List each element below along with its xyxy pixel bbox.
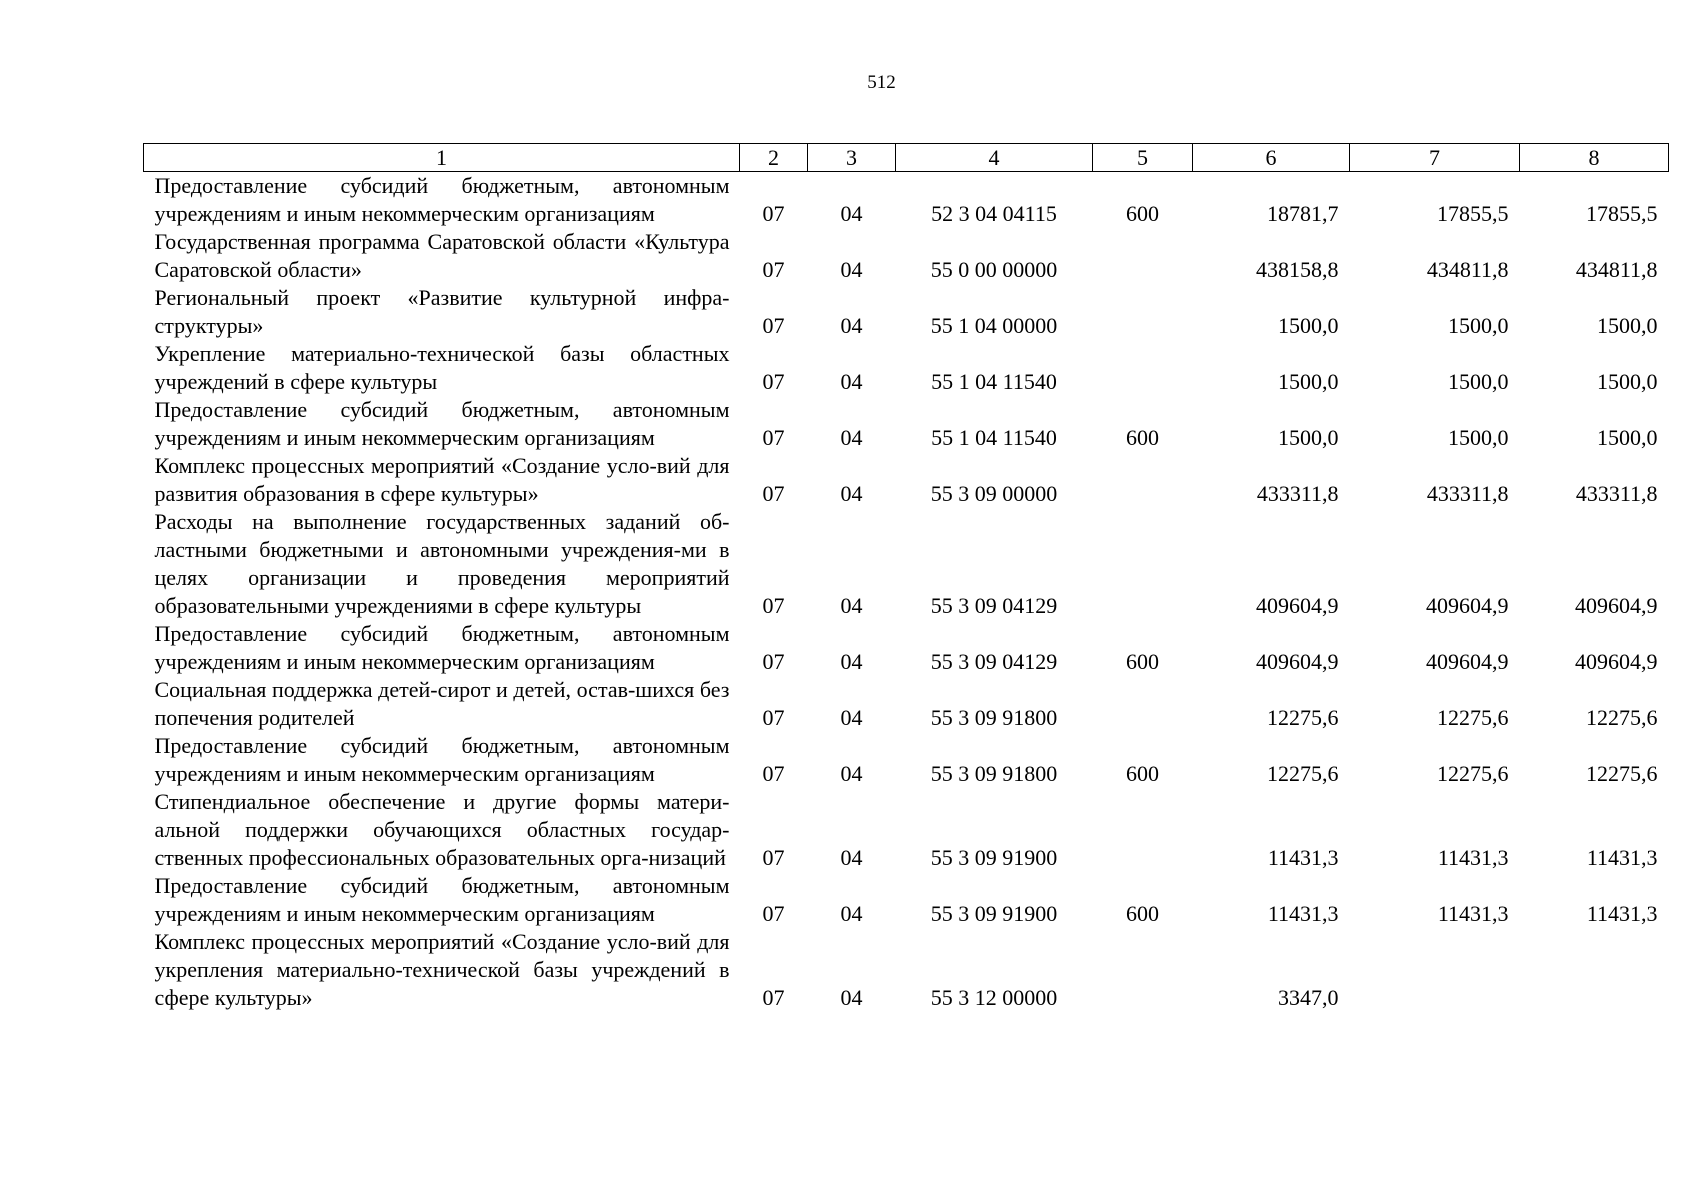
row-amount-col7: 11431,3 <box>1437 845 1509 870</box>
row-expense-type <box>1093 508 1193 620</box>
table-row <box>144 340 1669 396</box>
row-target-code: 55 3 09 04129 <box>930 593 1058 618</box>
row-name: Предоставление субсидий бюджетным, автономным учреждениям и иным некоммерческим организациям <box>154 733 730 786</box>
table-row <box>144 452 1669 508</box>
row-amount-col8: 409604,9 <box>1575 593 1658 618</box>
row-amount-col8: 409604,9 <box>1575 649 1658 674</box>
row-expense-type: 600 <box>1126 201 1159 226</box>
header-col-3: 3 <box>808 144 896 172</box>
table-row <box>144 396 1669 452</box>
row-amount-col6: 3347,0 <box>1278 985 1339 1010</box>
header-row <box>144 144 1669 172</box>
row-amount-col8: 1500,0 <box>1597 369 1658 394</box>
row-name: Государственная программа Саратовской области «Культура Саратовской области» <box>154 229 730 282</box>
row-amount-col7: 1500,0 <box>1448 369 1509 394</box>
row-amount-col6: 438158,8 <box>1256 257 1339 282</box>
row-target-code: 55 3 09 00000 <box>930 481 1058 506</box>
row-section: 07 <box>762 201 785 226</box>
row-amount-col7: 433311,8 <box>1426 481 1509 506</box>
row-subsection: 04 <box>840 257 863 282</box>
row-target-code: 55 3 09 91900 <box>930 845 1058 870</box>
row-amount-col6: 12275,6 <box>1267 761 1339 786</box>
row-expense-type: 600 <box>1126 761 1159 786</box>
row-expense-type: 600 <box>1126 425 1159 450</box>
page-number: 512 <box>867 72 896 93</box>
row-name: Предоставление субсидий бюджетным, автономным учреждениям и иным некоммерческим организациям <box>154 173 730 226</box>
row-amount-col6: 11431,3 <box>1267 845 1339 870</box>
row-amount-col8: 434811,8 <box>1575 257 1658 282</box>
row-subsection: 04 <box>840 593 863 618</box>
row-amount-col8 <box>1520 928 1669 1012</box>
row-amount-col7: 17855,5 <box>1437 201 1509 226</box>
row-amount-col8: 11431,3 <box>1586 845 1658 870</box>
row-name: Региональный проект «Развитие культурной инфра-структуры» <box>154 285 730 338</box>
row-amount-col8: 1500,0 <box>1597 425 1658 450</box>
row-section: 07 <box>762 705 785 730</box>
table-row <box>144 284 1669 340</box>
header-col-4: 4 <box>896 144 1093 172</box>
row-section: 07 <box>762 593 785 618</box>
row-amount-col7: 12275,6 <box>1437 705 1509 730</box>
header-col-1: 1 <box>144 144 740 172</box>
table-row <box>144 676 1669 732</box>
row-target-code: 55 1 04 00000 <box>930 313 1058 338</box>
row-amount-col6: 409604,9 <box>1256 649 1339 674</box>
header-col-8: 8 <box>1520 144 1669 172</box>
row-subsection: 04 <box>840 705 863 730</box>
row-amount-col8: 11431,3 <box>1586 901 1658 926</box>
table-row <box>144 172 1669 229</box>
row-amount-col7: 1500,0 <box>1448 313 1509 338</box>
row-expense-type: 600 <box>1126 901 1159 926</box>
row-target-code: 55 1 04 11540 <box>931 425 1057 450</box>
row-amount-col6: 18781,7 <box>1267 201 1339 226</box>
header-col-2: 2 <box>740 144 808 172</box>
row-target-code: 55 3 09 04129 <box>930 649 1058 674</box>
table-row <box>144 228 1669 284</box>
row-subsection: 04 <box>840 369 863 394</box>
table-row <box>144 928 1669 1012</box>
row-section: 07 <box>762 481 785 506</box>
row-section: 07 <box>762 425 785 450</box>
row-amount-col6: 11431,3 <box>1267 901 1339 926</box>
row-amount-col7: 12275,6 <box>1437 761 1509 786</box>
row-subsection: 04 <box>840 425 863 450</box>
row-subsection: 04 <box>840 761 863 786</box>
row-target-code: 55 1 04 11540 <box>931 369 1057 394</box>
row-amount-col6: 1500,0 <box>1278 313 1339 338</box>
row-expense-type <box>1093 228 1193 284</box>
row-amount-col7: 409604,9 <box>1426 593 1509 618</box>
row-amount-col8: 433311,8 <box>1575 481 1658 506</box>
row-section: 07 <box>762 649 785 674</box>
row-name: Укрепление материально-технической базы областных учреждений в сфере культуры <box>154 341 730 394</box>
row-target-code: 55 3 09 91800 <box>930 705 1058 730</box>
header-col-5: 5 <box>1093 144 1193 172</box>
row-expense-type <box>1093 928 1193 1012</box>
row-amount-col7: 1500,0 <box>1448 425 1509 450</box>
row-target-code: 55 3 12 00000 <box>930 985 1058 1010</box>
row-section: 07 <box>762 761 785 786</box>
table-row <box>144 508 1669 620</box>
table-row <box>144 872 1669 928</box>
row-subsection: 04 <box>840 313 863 338</box>
table-row <box>144 620 1669 676</box>
row-subsection: 04 <box>840 481 863 506</box>
row-expense-type: 600 <box>1126 649 1159 674</box>
row-expense-type <box>1093 340 1193 396</box>
row-amount-col7: 434811,8 <box>1426 257 1509 282</box>
row-amount-col6: 12275,6 <box>1267 705 1339 730</box>
row-section: 07 <box>762 369 785 394</box>
row-section: 07 <box>762 901 785 926</box>
table-row <box>144 788 1669 872</box>
header-col-7: 7 <box>1350 144 1520 172</box>
row-amount-col7 <box>1350 928 1520 1012</box>
row-name: Социальная поддержка детей-сирот и детей, остав-шихся без попечения родителей <box>154 677 730 730</box>
table-row <box>144 732 1669 788</box>
row-name: Предоставление субсидий бюджетным, автономным учреждениям и иным некоммерческим организациям <box>154 873 730 926</box>
row-name: Стипендиальное обеспечение и другие формы матери-альной поддержки обучающихся областных государ-ственных профессиональных образовательных орга-низаций <box>154 789 730 870</box>
row-amount-col8: 12275,6 <box>1586 705 1658 730</box>
row-expense-type <box>1093 284 1193 340</box>
row-section: 07 <box>762 313 785 338</box>
row-amount-col6: 409604,9 <box>1256 593 1339 618</box>
row-target-code: 55 3 09 91800 <box>930 761 1058 786</box>
budget-table <box>143 143 1669 1012</box>
row-amount-col8: 17855,5 <box>1586 201 1658 226</box>
row-expense-type <box>1093 788 1193 872</box>
row-amount-col6: 1500,0 <box>1278 369 1339 394</box>
row-amount-col7: 409604,9 <box>1426 649 1509 674</box>
row-name: Комплекс процессных мероприятий «Создание усло-вий для укрепления материально-технической базы учреждений в сфере культуры» <box>154 929 730 1010</box>
row-section: 07 <box>762 985 785 1010</box>
row-amount-col6: 433311,8 <box>1256 481 1339 506</box>
row-target-code: 55 0 00 00000 <box>930 257 1058 282</box>
row-name: Предоставление субсидий бюджетным, автономным учреждениям и иным некоммерческим организациям <box>154 621 730 674</box>
row-target-code: 52 3 04 04115 <box>931 201 1057 226</box>
row-subsection: 04 <box>840 649 863 674</box>
row-subsection: 04 <box>840 985 863 1010</box>
row-amount-col7: 11431,3 <box>1437 901 1509 926</box>
row-amount-col8: 1500,0 <box>1597 313 1658 338</box>
header-col-6: 6 <box>1193 144 1350 172</box>
row-amount-col6: 1500,0 <box>1278 425 1339 450</box>
row-amount-col8: 12275,6 <box>1586 761 1658 786</box>
row-subsection: 04 <box>840 201 863 226</box>
row-name: Комплекс процессных мероприятий «Создание усло-вий для развития образования в сфере культуры» <box>154 453 730 506</box>
row-expense-type <box>1093 676 1193 732</box>
row-name: Расходы на выполнение государственных заданий об-ластными бюджетными и автономными учреждения-ми в целях организации и проведения мероприятий образовательными учреждениями в сфере культуры <box>154 509 730 618</box>
row-section: 07 <box>762 257 785 282</box>
row-subsection: 04 <box>840 901 863 926</box>
row-subsection: 04 <box>840 845 863 870</box>
row-section: 07 <box>762 845 785 870</box>
row-expense-type <box>1093 452 1193 508</box>
row-target-code: 55 3 09 91900 <box>930 901 1058 926</box>
row-name: Предоставление субсидий бюджетным, автономным учреждениям и иным некоммерческим организациям <box>154 397 730 450</box>
